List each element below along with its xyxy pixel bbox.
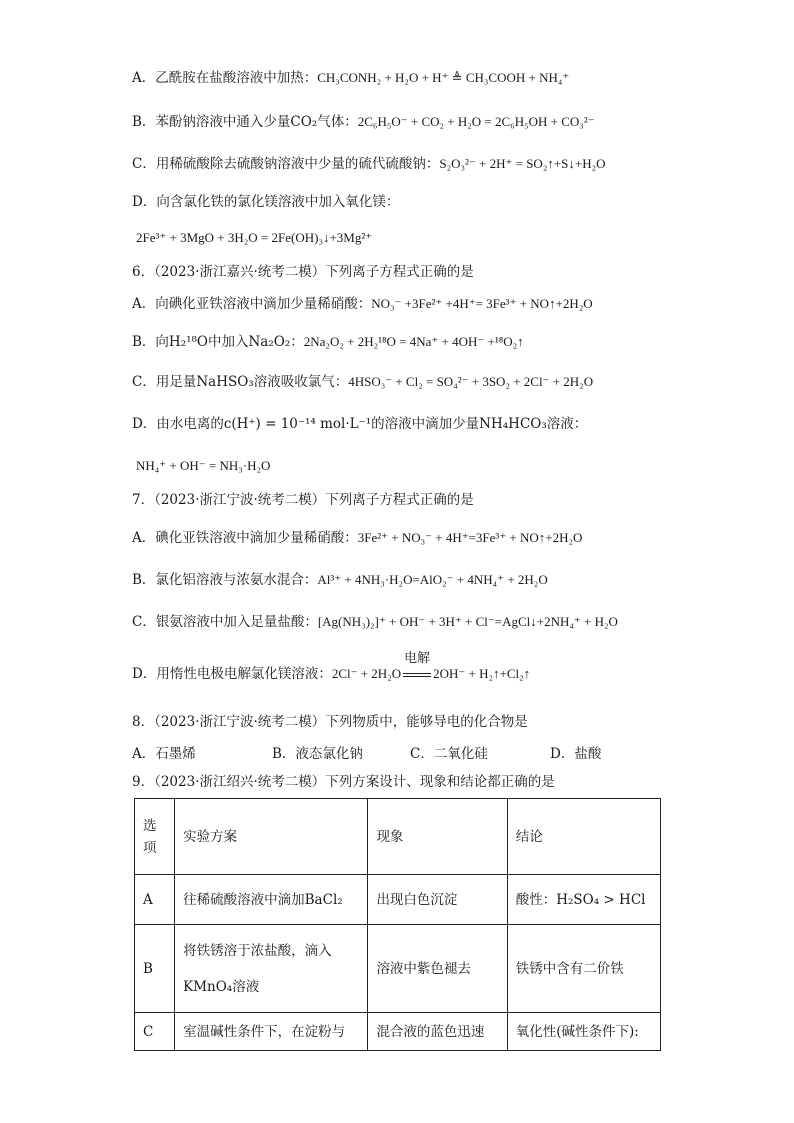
q7-stem: 7．（2023·浙江宁波·统考二模）下列离子方程式正确的是 (132, 492, 474, 508)
q6-option-a-equation: NO₃⁻ +3Fe²⁺ +4H⁺= 3Fe³⁺ + NO↑+2H₂O (371, 296, 593, 311)
q9-row-c-conclusion-line-1: 氧化性(碱性条件下): (515, 1023, 639, 1040)
q9-stem: 9．（2023·浙江绍兴·统考二模）下列方案设计、现象和结论都正确的是 (132, 774, 555, 790)
q9-row-c-option: C (135, 1013, 175, 1051)
q6-option-a-label: A．向碘化亚铁溶液中滴加少量稀硝酸： (132, 296, 372, 312)
q6-option-d (132, 414, 587, 434)
q6-option-c-equation: 4HSO₃⁻ + Cl₂ = SO₄²⁻ + 3SO₂ + 2Cl⁻ + 2H₂O (348, 374, 594, 389)
q5-option-b-label: B．苯酚钠溶液中通入少量CO₂气体： (132, 114, 358, 130)
q9-row-b-plan (175, 925, 368, 1013)
q9-header-conclusion: 结论 (507, 799, 660, 875)
q9-row-a (135, 875, 661, 925)
q8-option-a[interactable]: A．石墨烯 (132, 746, 196, 762)
q9-row-c (135, 1013, 661, 1051)
q6-stem: 6．（2023·浙江嘉兴·统考二模）下列离子方程式正确的是 (132, 264, 474, 280)
q6-option-c-label: C．用足量NaHSO₃溶液吸收氯气： (132, 374, 349, 390)
q5-option-b-equation: 2C₆H₅O⁻ + CO₂ + H₂O = 2C₆H₅OH + CO₃²⁻ (357, 114, 595, 129)
q5-option-d-equation-line (136, 228, 372, 248)
q5-option-d-equation: 2Fe³⁺ + 3MgO + 3H₂O = 2Fe(OH)₃↓+3Mg²⁺ (136, 230, 373, 245)
q7-option-a (132, 528, 582, 548)
q7-option-d-equation-right: 2OH⁻ + H₂↑+Cl₂↑ (433, 666, 531, 681)
q8-option-d[interactable]: D．盐酸 (550, 746, 602, 762)
q6-option-b-label: B．向H₂¹⁸O中加入Na₂O₂： (132, 334, 304, 350)
q7-option-b-label: B．氯化铝溶液与浓氨水混合： (132, 572, 318, 588)
q9-row-b-plan-line-1: 将铁锈溶于浓盐酸，滴入 (183, 942, 332, 959)
q7-option-d-condition-text: 电解 (404, 651, 431, 666)
q8-options (132, 742, 652, 762)
q5-option-a-equation: CH₃CONH₂ + H₂O + H⁺ ≜ CH₃COOH + NH₄⁺ (317, 70, 570, 85)
q9-table (134, 798, 661, 1051)
q9-row-a-phenomenon (368, 875, 507, 925)
q5-option-c-label: C．用稀硫酸除去硫酸钠溶液中少量的硫代硫酸钠： (132, 156, 440, 172)
q5-option-b (132, 112, 595, 132)
q9-header-plan: 实验方案 (175, 799, 368, 875)
q7-option-b (132, 570, 548, 590)
q9-row-a-conclusion-line-1: 酸性：H₂SO₄ > HCl (515, 891, 646, 908)
q5-option-d-label: D．向含氯化铁的氯化镁溶液中加入氧化镁： (132, 194, 400, 210)
q9-row-b-conclusion (507, 925, 660, 1013)
q9-header-option: 选项 (135, 799, 175, 875)
q8-option-b[interactable]: B．液态氯化钠 (272, 746, 363, 762)
q6-option-d-equation-line (136, 456, 270, 476)
q9-row-a-option: A (135, 875, 175, 925)
q9-row-b-option: B (135, 925, 175, 1013)
q8-stem: 8．（2023·浙江宁波·统考二模）下列物质中，能够导电的化合物是 (132, 714, 528, 730)
q9-row-a-conclusion (507, 875, 660, 925)
q9-row-b-plan-line-2: KMnO₄溶液 (183, 978, 260, 995)
q9-row-c-plan (175, 1013, 368, 1051)
q7-option-d-equation-left: 2Cl⁻ + 2H₂O (331, 666, 402, 681)
q8-option-c[interactable]: C．二氧化硅 (410, 746, 488, 762)
q5-option-c (132, 154, 606, 174)
q9-row-b (135, 925, 661, 1013)
q9-row-a-plan (175, 875, 368, 925)
q7-option-d (132, 651, 531, 684)
q7-option-d-equals-bar (403, 673, 431, 677)
q9-row-c-conclusion (507, 1013, 660, 1051)
q6-option-c (132, 372, 593, 392)
q9-row-b-phenomenon (368, 925, 507, 1013)
q7-option-d-label: D．用惰性电极电解氯化镁溶液： (132, 666, 332, 682)
q9-row-c-plan-line-1: 室温碱性条件下，在淀粉与 (183, 1023, 346, 1040)
q7-option-c-label: C．银氨溶液中加入足量盐酸： (132, 614, 318, 630)
q7-option-b-equation: Al³⁺ + 4NH₃·H₂O=AlO₂⁻ + 4NH₄⁺ + 2H₂O (317, 572, 548, 587)
q9-row-a-plan-line-1: 往稀硫酸溶液中滴加BaCl₂ (183, 891, 343, 908)
q7-option-c-equation: [Ag(NH₃)₂]⁺ + OH⁻ + 3H⁺ + Cl⁻=AgCl↓+2NH₄⁺ + H₂O (317, 614, 618, 629)
q9-row-c-phenomenon (368, 1013, 507, 1051)
q5-option-c-equation: S₂O₃²⁻ + 2H⁺ = SO₂↑+S↓+H₂O (439, 156, 606, 171)
q9-row-c-phenomenon-line-1: 混合液的蓝色迅速 (376, 1023, 485, 1040)
q6-option-b (132, 332, 524, 352)
q5-option-a (132, 68, 569, 88)
q6-option-d-equation: NH₄⁺ + OH⁻ = NH₃·H₂O (136, 458, 271, 473)
q6-option-a (132, 294, 593, 314)
q9-table-header-row (135, 799, 661, 875)
q5-option-d (132, 192, 399, 212)
q9-row-a-phenomenon-line-1: 出现白色沉淀 (376, 891, 458, 908)
q7-option-c (132, 612, 618, 632)
q7-option-a-label: A．碘化亚铁溶液中滴加少量稀硝酸： (132, 530, 358, 546)
q9-row-b-phenomenon-line-1: 溶液中紫色褪去 (376, 960, 471, 977)
q6-option-d-label: D．由水电离的c(H⁺) = 10⁻¹⁴ mol·L⁻¹的溶液中滴加少量NH₄HCO₃溶液： (132, 416, 588, 432)
q6-option-b-equation: 2Na₂O₂ + 2H₂¹⁸O = 4Na⁺ + 4OH⁻ +¹⁸O₂↑ (303, 334, 524, 349)
q5-option-a-label: A．乙酰胺在盐酸溶液中加热： (132, 70, 318, 86)
q7-option-a-equation: 3Fe²⁺ + NO₃⁻ + 4H⁺=3Fe³⁺ + NO↑+2H₂O (357, 530, 583, 545)
q9-row-b-conclusion-line-1: 铁锈中含有二价铁 (515, 960, 624, 977)
q9-header-phenomenon: 现象 (368, 799, 507, 875)
q7-option-d-condition (401, 651, 433, 684)
